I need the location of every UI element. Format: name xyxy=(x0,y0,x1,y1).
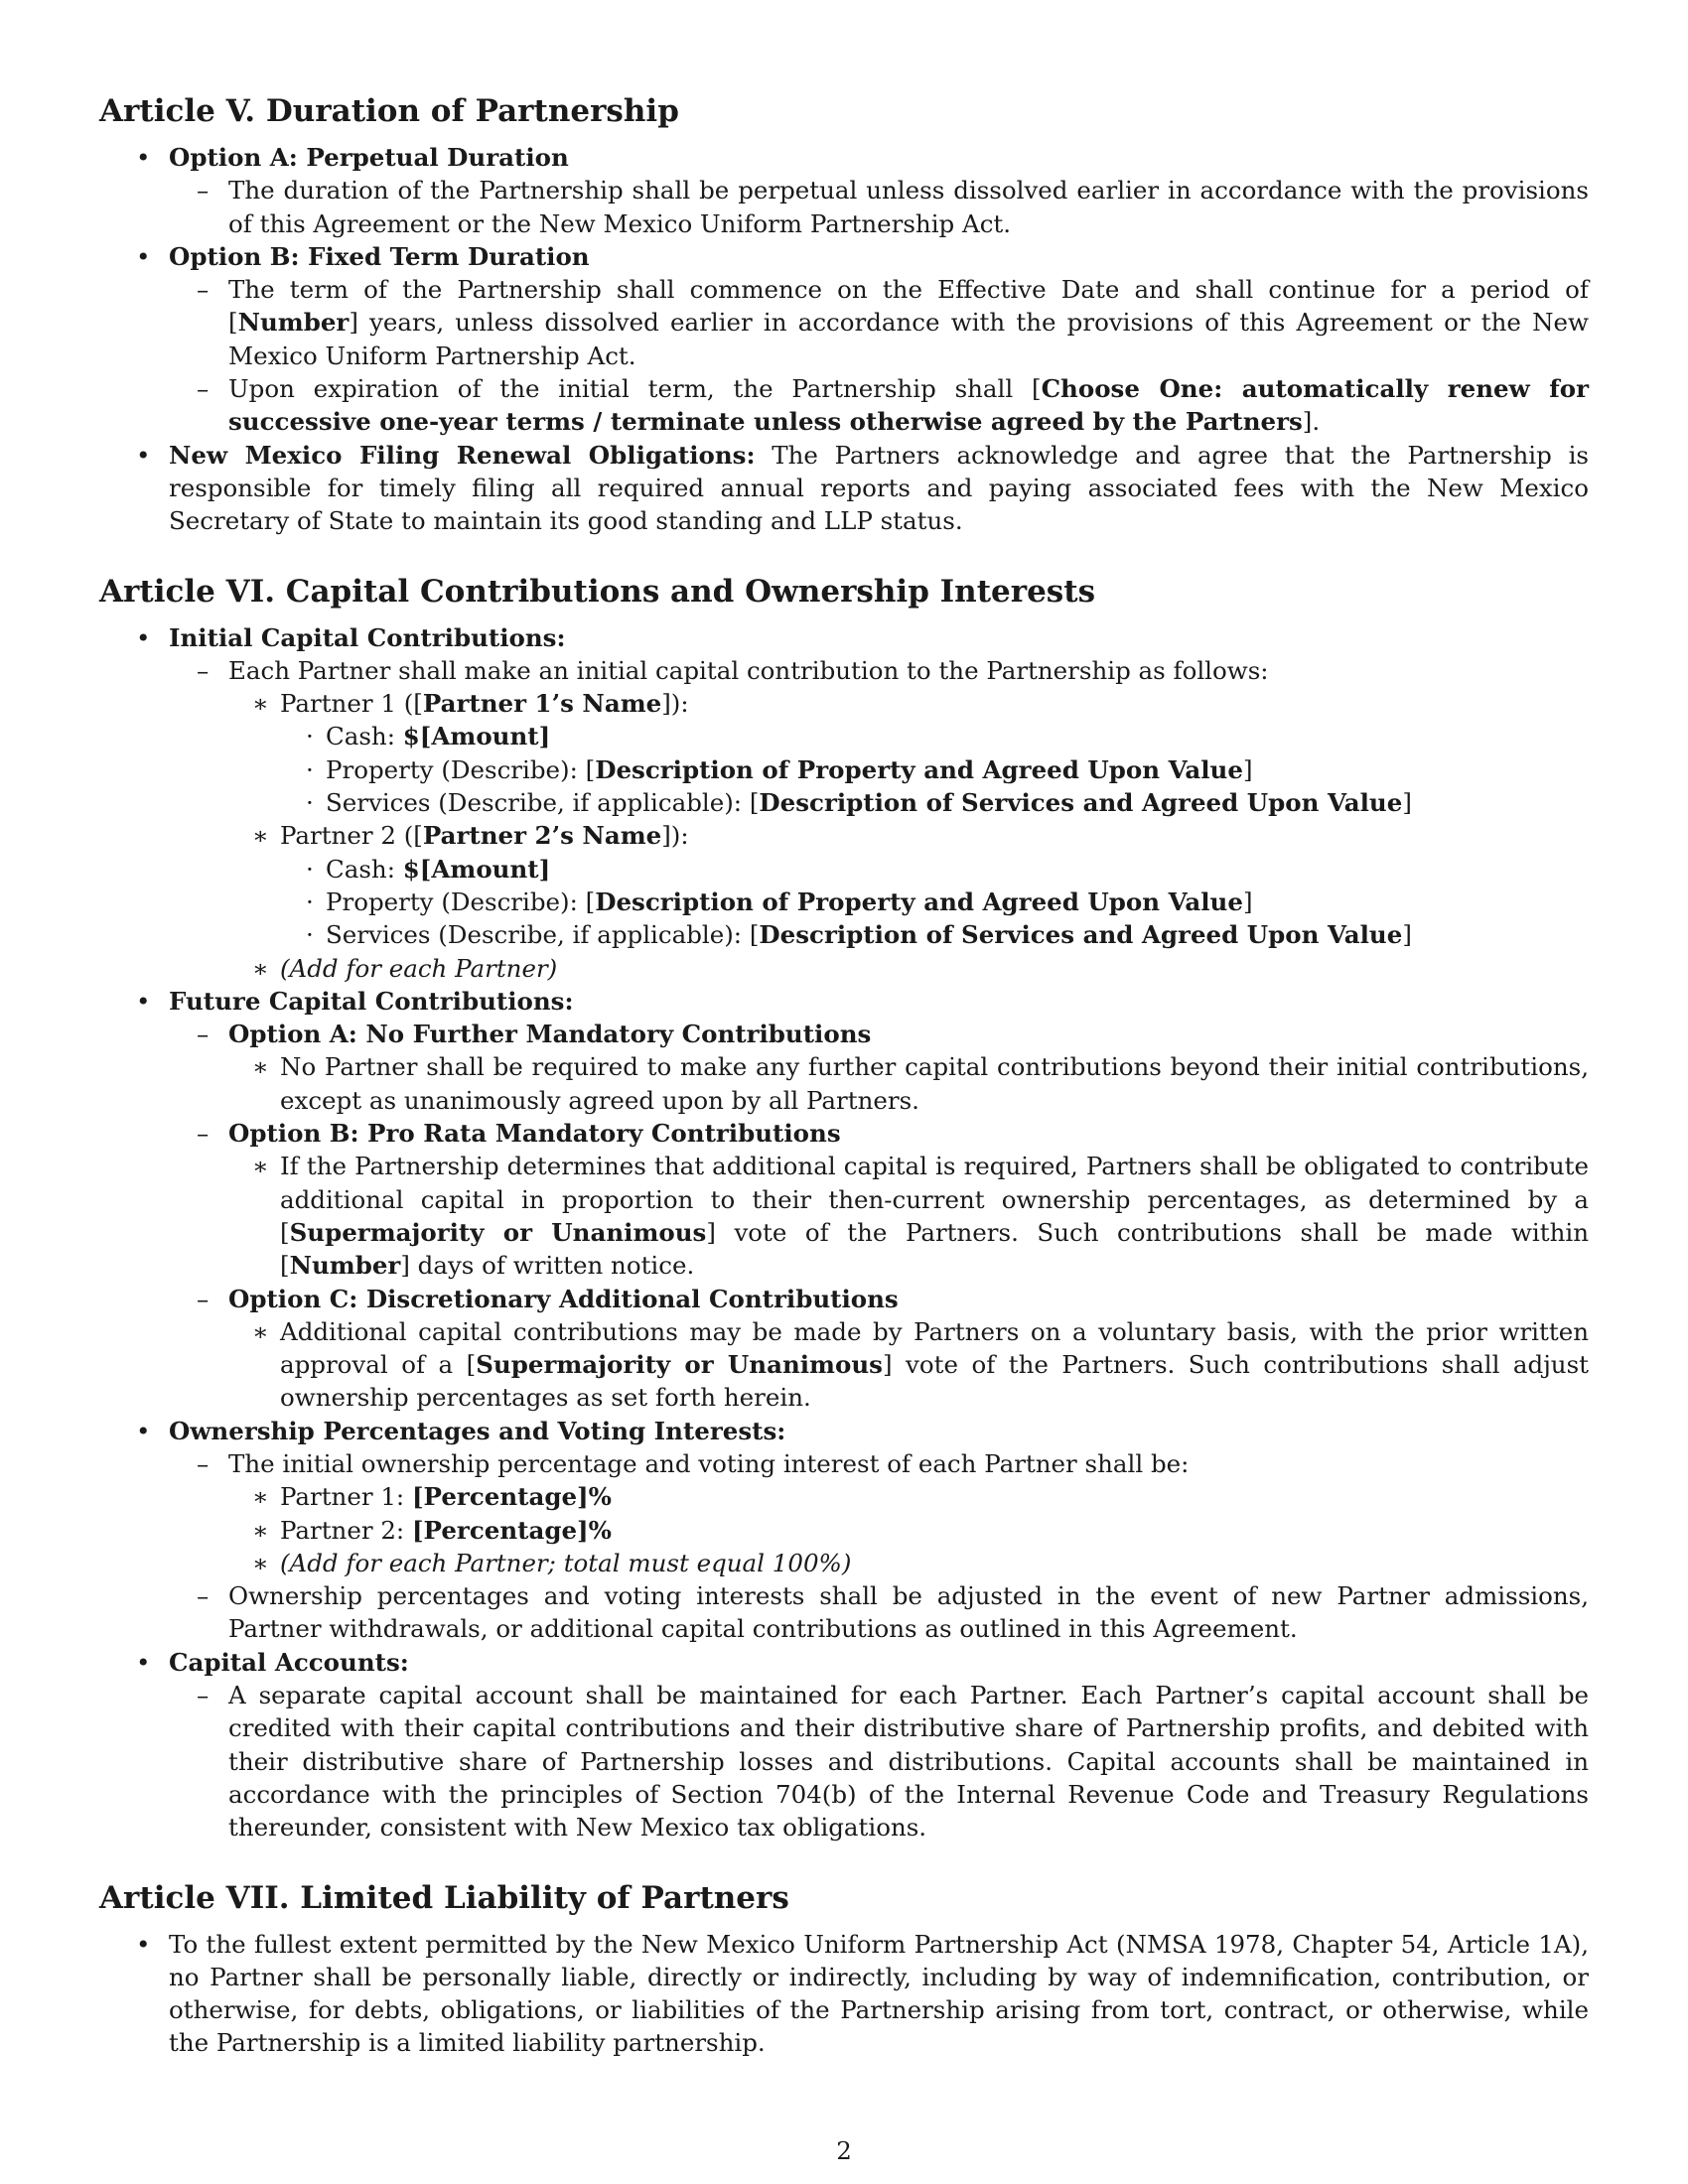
list-item xyxy=(169,1283,1589,1415)
list-item xyxy=(99,141,1589,240)
paragraph-text: Additional capital contributions may be made by Partners on a voluntary basis, with the prior written approval of a [ xyxy=(280,1316,1589,1380)
asterisk-icon: ∗ xyxy=(252,953,269,983)
dot-icon: · xyxy=(306,722,314,751)
list-item xyxy=(228,1480,1589,1513)
sub-list xyxy=(99,1018,1589,1415)
partner-label: ]): xyxy=(661,689,689,719)
bullet-icon: • xyxy=(136,1647,151,1677)
paragraph-text: Ownership percentages and voting interests shall be adjusted in the event of new Partner admissions, Partner withdrawals, or additional capital contributions as outlined in this Agreement. xyxy=(228,1581,1589,1644)
sub-list xyxy=(99,1447,1589,1646)
placeholder-field: Number xyxy=(289,1251,401,1281)
list-item xyxy=(280,918,1589,951)
asterisk-icon: ∗ xyxy=(252,1482,269,1512)
list-item xyxy=(99,1928,1589,2060)
asterisk-icon: ∗ xyxy=(252,689,269,719)
bullet-icon: • xyxy=(136,143,151,172)
paragraph-text: To the fullest extent permitted by the New Mexico Uniform Partnership Act (NMSA 1978, Chapter 54, Article 1A), no Partner shall be personally liable, directly or indirectly, including by way of indemnification, contribution, or otherwise, for debts, obligations, or liabilities of the Partnership arising from tort, contract, or otherwise, while the Partnership is a limited liability partnership. xyxy=(169,1929,1589,2058)
dash-icon: – xyxy=(197,374,210,404)
section-heading: Capital Accounts: xyxy=(169,1647,409,1677)
asterisk-icon: ∗ xyxy=(252,1052,269,1082)
list-item xyxy=(99,439,1589,538)
bracket: ] xyxy=(1242,887,1253,916)
list-item xyxy=(169,654,1589,985)
paragraph-text: ] vote of the Partners. Such contributions shall adjust ownership percentages as set forth herein. xyxy=(280,1350,1589,1413)
paragraph-text: ] vote of the Partners. Such contributions shall be made within [ xyxy=(280,1217,1589,1281)
dash-icon: – xyxy=(197,275,210,305)
list-item xyxy=(99,1415,1589,1646)
list-item xyxy=(169,1579,1589,1646)
paragraph-text: A separate capital account shall be maintained for each Partner. Each Partner’s capital account shall be credited with their capital contributions and their distributive share of Partnership profits, and debited with their distributive share of Partnership losses and distributions. Capital accounts shall be maintained in accordance with the principles of Section 704(b) of the Internal Revenue Code and Treasury Regulations thereunder, consistent with New Mexico tax obligations. xyxy=(228,1681,1589,1843)
dot-icon: · xyxy=(306,887,314,916)
list-item xyxy=(280,786,1589,819)
partner-item xyxy=(228,952,1589,985)
page-number: 2 xyxy=(836,2136,852,2165)
paragraph-text: ] days of written notice. xyxy=(400,1251,695,1281)
placeholder-field: [Percentage]% xyxy=(411,1482,612,1512)
dash-icon: – xyxy=(197,1284,210,1313)
asterisk-icon: ∗ xyxy=(252,1316,269,1346)
contribution-list xyxy=(280,853,1589,952)
bracket: ] xyxy=(1402,788,1412,818)
sub-list xyxy=(99,1679,1589,1843)
partner-label: Partner 1 ([ xyxy=(280,689,423,719)
partner-label: Partner 2 ([ xyxy=(280,821,423,851)
field-label: Services (Describe, if applicable): [ xyxy=(326,788,760,818)
paragraph-text: No Partner shall be required to make any further capital contributions beyond their initial contributions, except as unanimously agreed upon by all Partners. xyxy=(280,1052,1589,1115)
placeholder-field: Description of Services and Agreed Upon Value xyxy=(759,920,1403,950)
article-v-title: Article V. Duration of Partnership xyxy=(99,93,679,129)
dot-icon: · xyxy=(306,754,314,784)
section-heading: Initial Capital Contributions: xyxy=(169,622,566,652)
field-label: Services (Describe, if applicable): [ xyxy=(326,920,760,950)
sub-list xyxy=(228,1480,1589,1579)
paragraph-text: Each Partner shall make an initial capital contribution to the Partnership as follows: xyxy=(228,655,1269,685)
article-vi-title: Article VI. Capital Contributions and Ownership Interests xyxy=(99,573,1096,610)
option-heading: Option A: No Further Mandatory Contributions xyxy=(228,1020,872,1049)
dash-icon: – xyxy=(197,1448,210,1478)
dot-icon: · xyxy=(306,788,314,818)
list-item xyxy=(99,621,1589,985)
placeholder-field: Supermajority or Unanimous xyxy=(289,1217,707,1247)
list-item xyxy=(169,1447,1589,1579)
placeholder-field: $[Amount] xyxy=(402,854,551,884)
dash-icon: – xyxy=(197,176,210,205)
field-label: Cash: xyxy=(326,854,403,884)
list-item xyxy=(169,1018,1589,1117)
partner-label: ]): xyxy=(661,821,689,851)
bullet-icon: • xyxy=(136,622,151,652)
list-item xyxy=(228,1547,1589,1579)
list-item xyxy=(228,1514,1589,1547)
option-heading: Option B: Fixed Term Duration xyxy=(169,241,590,271)
placeholder-field: Number xyxy=(237,308,350,338)
document-page xyxy=(99,91,1589,2094)
sub-list xyxy=(99,174,1589,240)
sub-list xyxy=(228,1150,1589,1282)
note-text: (Add for each Partner; total must equal 100%) xyxy=(280,1548,852,1577)
sub-list xyxy=(228,1050,1589,1117)
article-v-list xyxy=(99,141,1589,538)
placeholder-field: Description of Services and Agreed Upon Value xyxy=(759,788,1403,818)
asterisk-icon: ∗ xyxy=(252,1515,269,1545)
article-vi xyxy=(99,572,1589,1844)
article-vii-title: Article VII. Limited Liability of Partners xyxy=(99,1879,789,1916)
list-item xyxy=(228,1315,1589,1415)
sub-list xyxy=(99,654,1589,985)
list-item xyxy=(228,1150,1589,1282)
sub-list xyxy=(228,1315,1589,1415)
article-vii xyxy=(99,1878,1589,2060)
option-heading: Option B: Pro Rata Mandatory Contributions xyxy=(228,1119,841,1149)
partner-item xyxy=(228,687,1589,819)
list-item xyxy=(169,174,1589,240)
paragraph-text: The term of the Partnership shall commence on the Effective Date and shall continue for a period of [ xyxy=(228,275,1589,338)
article-vi-list xyxy=(99,621,1589,1844)
paragraph-text: Upon expiration of the initial term, the Partnership shall [ xyxy=(228,374,1042,404)
paragraph-text: If the Partnership determines that additional capital is required, Partners shall be obligated to contribute additional capital in proportion to their then-current ownership percentages, as determined by a [ xyxy=(280,1152,1589,1247)
dash-icon: – xyxy=(197,1020,210,1049)
list-item xyxy=(280,853,1589,886)
list-item xyxy=(169,1679,1589,1843)
dash-icon: – xyxy=(197,655,210,685)
field-label: Cash: xyxy=(326,722,403,751)
bullet-icon: • xyxy=(136,1416,151,1445)
list-item xyxy=(280,753,1589,786)
option-heading: New Mexico Filing Renewal Obligations: xyxy=(169,440,756,470)
dash-icon: – xyxy=(197,1681,210,1710)
dot-icon: · xyxy=(306,854,314,884)
asterisk-icon: ∗ xyxy=(252,1152,269,1181)
partner-list xyxy=(228,687,1589,985)
field-label: Partner 2: xyxy=(280,1515,412,1545)
list-item xyxy=(99,240,1589,439)
placeholder-field: Description of Property and Agreed Upon Value xyxy=(595,887,1243,916)
partner-item xyxy=(228,819,1589,951)
field-label: Property (Describe): [ xyxy=(326,887,596,916)
placeholder-field: Description of Property and Agreed Upon Value xyxy=(595,754,1243,784)
article-v xyxy=(99,91,1589,538)
bracket: ] xyxy=(1242,754,1253,784)
paragraph-text: The initial ownership percentage and voting interest of each Partner shall be: xyxy=(228,1448,1190,1478)
dash-icon: – xyxy=(197,1119,210,1149)
paragraph-text: ] years, unless dissolved earlier in accordance with the provisions of this Agreement or the New Mexico Uniform Partnership Act. xyxy=(228,308,1589,370)
section-heading: Ownership Percentages and Voting Interests: xyxy=(169,1416,786,1445)
bracket: ] xyxy=(1402,920,1412,950)
list-item xyxy=(169,1117,1589,1282)
article-vii-list xyxy=(99,1928,1589,2060)
list-item xyxy=(228,1050,1589,1117)
asterisk-icon: ∗ xyxy=(252,821,269,851)
placeholder-field: [Percentage]% xyxy=(411,1515,612,1545)
list-item xyxy=(169,372,1589,439)
contribution-list xyxy=(280,720,1589,819)
field-label: Partner 1: xyxy=(280,1482,412,1512)
note-text: (Add for each Partner) xyxy=(280,953,558,983)
list-item xyxy=(280,886,1589,918)
placeholder-field: Choose One: automatically renew for successive one-year terms / terminate unless otherwise agreed by the Partners xyxy=(228,374,1589,437)
dot-icon: · xyxy=(306,920,314,950)
option-heading: Option A: Perpetual Duration xyxy=(169,143,569,172)
list-item xyxy=(169,273,1589,372)
placeholder-field: $[Amount] xyxy=(402,722,551,751)
bullet-icon: • xyxy=(136,241,151,271)
placeholder-field: Supermajority or Unanimous xyxy=(476,1350,883,1380)
paragraph-text: The duration of the Partnership shall be perpetual unless dissolved earlier in accordance with the provisions of this Agreement or the New Mexico Uniform Partnership Act. xyxy=(228,176,1589,238)
paragraph-text: ]. xyxy=(1302,407,1321,437)
dash-icon: – xyxy=(197,1581,210,1611)
placeholder-field: Partner 2’s Name xyxy=(422,821,662,851)
option-heading: Option C: Discretionary Additional Contributions xyxy=(228,1284,899,1313)
sub-list xyxy=(99,273,1589,438)
list-item xyxy=(280,720,1589,752)
list-item xyxy=(99,985,1589,1415)
list-item xyxy=(99,1646,1589,1844)
section-heading: Future Capital Contributions: xyxy=(169,986,574,1016)
field-label: Property (Describe): [ xyxy=(326,754,596,784)
asterisk-icon: ∗ xyxy=(252,1548,269,1577)
bullet-icon: • xyxy=(136,986,151,1016)
placeholder-field: Partner 1’s Name xyxy=(422,689,662,719)
bullet-icon: • xyxy=(136,1929,151,1959)
paragraph-text: The Partners acknowledge and agree that the Partnership is responsible for timely filing all required annual reports and paying associated fees with the New Mexico Secretary of State to maintain its good standing and LLP status. xyxy=(169,440,1589,536)
bullet-icon: • xyxy=(136,440,151,470)
